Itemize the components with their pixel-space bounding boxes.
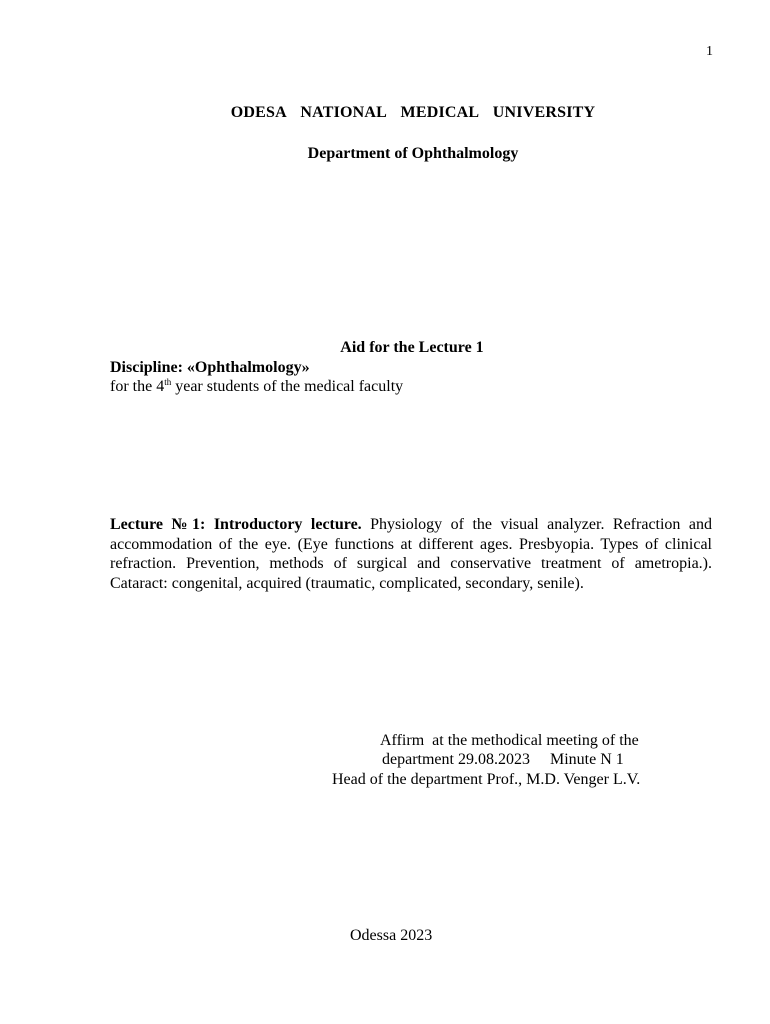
students-suffix: year students of the medical faculty <box>171 378 404 395</box>
city-year: Odessa 2023 <box>350 927 433 944</box>
department-name: Department of Ophthalmology <box>307 145 519 162</box>
page-number: 1 <box>706 44 713 59</box>
aid-title: Aid for the Lecture 1 <box>340 339 484 356</box>
students-prefix: for the 4 <box>110 378 165 395</box>
discipline-line: Discipline: «Ophthalmology» <box>110 359 310 376</box>
affirmation-line-1: Affirm at the methodical meeting of the <box>380 732 639 749</box>
students-ordinal-suffix: th <box>164 377 172 387</box>
affirmation-line-3: Head of the department Prof., M.D. Venger L.V. <box>332 771 641 788</box>
affirmation-line-2: department 29.08.2023 Minute N 1 <box>382 751 624 768</box>
students-line <box>110 378 403 396</box>
lecture-text: Physiology of the visual analyzer. Refraction and accommodation of the eye. (Eye functions at different ages. Presbyopia. Types of clinical refraction. Prevention, methods of surgical and conservative treatment of ametropia.). Cataract: congenital, acquired (traumatic, complicated, secondary, senile). <box>110 516 712 592</box>
lecture-label: Lecture №1: Introductory lecture. <box>110 516 362 533</box>
university-name: ODESA NATIONAL MEDICAL UNIVERSITY <box>230 104 596 121</box>
lecture-description <box>110 515 712 593</box>
